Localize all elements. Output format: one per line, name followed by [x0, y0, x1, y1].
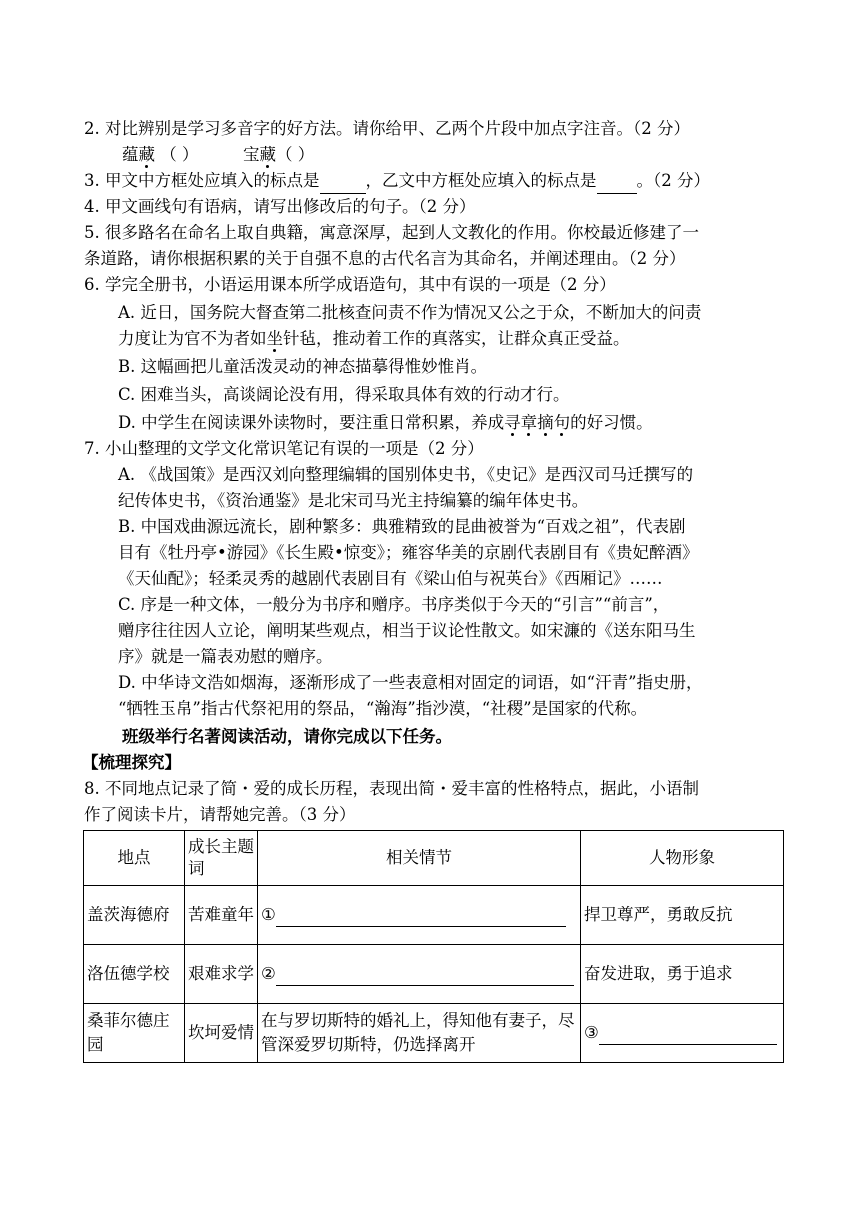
q7-option-a-line-1: A. 《战国策》是西汉刘向整理编辑的国别体史书，《史记》是西汉司马迁撰写的 — [118, 465, 694, 484]
table-row — [84, 945, 784, 1004]
question-6-stem: 6. 学完全册书，小语运用课本所学成语造句，其中有误的一项是（2 分） — [84, 275, 616, 294]
q7-option-b-line-3: 《天仙配》；轻柔灵秀的越剧代表剧目有《梁山伯与祝英台》《西厢记》…… — [118, 569, 663, 588]
q6-d-dotted-char-3: 摘 — [537, 413, 554, 432]
table-header-row — [84, 831, 784, 886]
q7-option-b-line-2: 目有《牡丹亭•游园》《长生殿•惊变》；雍容华美的京剧代表剧目有《贵妃醉酒》 — [118, 543, 699, 562]
blank-marker-3: ③ — [584, 1023, 599, 1042]
q2-answer-paren-1[interactable]: （ ） — [160, 145, 199, 164]
table-row — [84, 886, 784, 945]
question-2: 2. 对比辨别是学习多音字的好方法。请你给甲、乙两个片段中加点字注音。（2 分） — [84, 119, 690, 138]
q7-option-c-line-3: 序》就是一篇表劝慰的赠序。 — [118, 647, 333, 666]
question-3 — [84, 168, 710, 194]
blank-marker-2: ② — [261, 964, 276, 983]
section-heading: 【梳理探究】 — [82, 753, 181, 772]
q3-blank-1[interactable] — [320, 175, 366, 194]
reading-card-table — [83, 830, 784, 1063]
cell-image-blank[interactable] — [581, 1004, 784, 1063]
answer-line-2[interactable] — [276, 969, 574, 986]
table-row — [84, 1004, 784, 1063]
q7-option-a-line-2: 纪传体史书，《资治通鉴》是北宋司马光主持编纂的编年体史书。 — [118, 491, 589, 510]
q6-d-dotted-char-1: 寻 — [504, 413, 521, 432]
q7-option-d-line-2: “牺牲玉帛”指古代祭祀用的祭品，“瀚海”指沙漠，“社稷”是国家的代称。 — [118, 699, 648, 718]
q6-d-text-2: 的好习惯。 — [570, 413, 653, 432]
q6-a-dotted-char: 坐 — [266, 329, 283, 348]
q2-words — [122, 142, 314, 168]
cell-image: 捍卫尊严，勇敢反抗 — [581, 886, 784, 945]
cell-image: 奋发进取，勇于追求 — [581, 945, 784, 1004]
cell-plot-blank[interactable] — [258, 945, 581, 1004]
q6-option-b: B. 这幅画把儿童活泼灵动的神态描摹得惟妙惟肖。 — [118, 357, 488, 376]
q6-d-dotted-char-2: 章 — [520, 413, 538, 432]
blank-marker-1: ① — [261, 905, 276, 924]
q7-option-b-line-1: B. 中国戏曲源远流长，剧种繁多：典雅精致的昆曲被誉为“百戏之祖”，代表剧 — [118, 517, 686, 536]
q7-option-c-line-1: C. 序是一种文体，一般分为书序和赠序。书序类似于今天的“引言”“前言”， — [118, 595, 670, 614]
question-8-line-1: 8. 不同地点记录了简・爱的成长历程，表现出简・爱丰富的性格特点，据此，小语制 — [84, 779, 699, 798]
question-7-stem: 7. 小山整理的文学文化常识笔记有误的一项是（2 分） — [84, 439, 484, 458]
q7-option-c-line-2: 赠序往往因人立论，阐明某些观点，相当于议论性散文。如宋濂的《送东阳马生 — [118, 621, 696, 640]
q7-option-d-line-1: D. 中华诗文浩如烟海，逐渐形成了一些表意相对固定的词语，如“汗青”指史册， — [118, 673, 703, 692]
q6-a-text-1: 力度让为官不为者如 — [118, 329, 267, 348]
question-8-line-2: 作了阅读卡片，请帮她完善。（3 分） — [84, 805, 356, 824]
cell-place: 桑菲尔德庄园 — [84, 1004, 185, 1063]
question-5-line-2: 条道路，请你根据积累的关于自强不息的古代名言为其命名，并阐述理由。（2 分） — [84, 249, 686, 268]
answer-line-3[interactable] — [599, 1028, 777, 1045]
cell-place: 盖茨海德府 — [84, 886, 185, 945]
question-5-line-1: 5. 很多路名在命名上取自典籍，寓意深厚，起到人文教化的作用。你校最近修建了一 — [84, 223, 699, 242]
cell-theme: 坎坷爱情 — [185, 1004, 258, 1063]
cell-plot-blank[interactable] — [258, 886, 581, 945]
q2-word2-dotted-char: 藏 — [259, 145, 276, 164]
cell-plot: 在与罗切斯特的婚礼上，得知他有妻子，尽管深爱罗切斯特，仍选择离开 — [258, 1004, 581, 1063]
header-place: 地点 — [84, 831, 185, 886]
cell-theme: 苦难童年 — [185, 886, 258, 945]
cell-place: 洛伍德学校 — [84, 945, 185, 1004]
q6-d-text-1: D. 中学生在阅读课外读物时，要注重日常积累，养成 — [118, 413, 505, 432]
q6-option-a-line-2 — [118, 326, 630, 352]
question-4: 4. 甲文画线句有语病，请写出修改后的句子。（2 分） — [84, 197, 476, 216]
q6-d-dotted-char-4: 句 — [553, 413, 571, 432]
q3-blank-2[interactable] — [597, 175, 637, 194]
cell-theme: 艰难求学 — [185, 945, 258, 1004]
q3-part3: 。（2 分） — [636, 171, 710, 190]
header-plot: 相关情节 — [258, 831, 581, 886]
q3-part2: ，乙文中方框处应填入的标点是 — [365, 171, 597, 190]
q6-option-a-line-1: A. 近日，国务院大督查第二批核查问责不作为情况又公之于众，不断加大的问责 — [118, 303, 702, 322]
q3-part1: 3. 甲文中方框处应填入的标点是 — [84, 171, 320, 190]
q6-option-c: C. 困难当头，高谈阔论没有用，得采取具体有效的行动才行。 — [118, 385, 570, 404]
q2-answer-paren-2[interactable]: （ ） — [276, 145, 315, 164]
header-theme: 成长主题词 — [185, 831, 258, 886]
q2-word1-char1: 蕴 — [122, 145, 139, 164]
q6-option-d — [118, 410, 653, 436]
q2-word2-char1: 宝 — [243, 145, 260, 164]
q6-a-text-2: 针毡，推动着工作的真落实，让群众真正受益。 — [283, 329, 630, 348]
q2-word1-dotted-char: 藏 — [138, 145, 155, 164]
header-image: 人物形象 — [581, 831, 784, 886]
answer-line-1[interactable] — [276, 910, 566, 927]
activity-instruction: 班级举行名著阅读活动，请你完成以下任务。 — [122, 727, 452, 746]
